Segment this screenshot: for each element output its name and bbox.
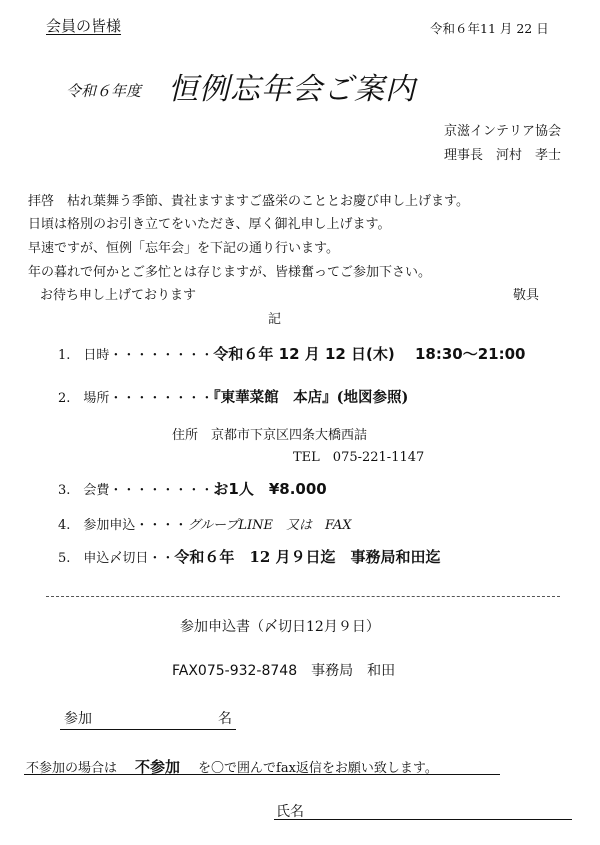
cut-line bbox=[46, 596, 560, 597]
item-value: 令和６年 12 月 12 日(木) 18:30〜21:00 bbox=[213, 345, 526, 363]
closing-keigu: 敬具 bbox=[513, 288, 540, 303]
absent-prefix: 不参加の場合は bbox=[26, 761, 118, 776]
item-label: 4. 参加申込・・・・ bbox=[58, 518, 188, 533]
item-label: 5. 申込〆切日・・ bbox=[58, 551, 175, 566]
sender-name: 理事長 河村 孝士 bbox=[444, 148, 562, 163]
item-label: 2. 場所・・・・・・・・ bbox=[58, 391, 214, 406]
page-title: 恒例忘年会ご案内 bbox=[168, 72, 416, 107]
addressee: 会員の皆様 bbox=[46, 17, 122, 35]
attend-label: 参加 bbox=[64, 711, 92, 727]
item-deadline bbox=[58, 546, 441, 567]
sender-org: 京滋インテリア協会 bbox=[444, 124, 562, 139]
letter-line: 拝啓 枯れ葉舞う季節、貴社ますますご盛栄のこととお慶び申し上げます。 bbox=[28, 194, 469, 209]
item-value: お1人 ¥8.000 bbox=[213, 480, 327, 498]
ki-mark: 記 bbox=[268, 312, 282, 327]
form-fax: FAX075-932-8748 事務局 和田 bbox=[172, 663, 396, 679]
place-tel: TEL 075-221-1147 bbox=[293, 450, 425, 465]
letter-line: 年の暮れで何かとご多忙とは存じますが、皆様奮ってご参加下さい。 bbox=[28, 265, 432, 280]
place-address: 住所 京都市下京区四条大橋西詰 bbox=[172, 428, 368, 443]
letter-line: 日頃は格別のお引き立てをいただき、厚く御礼申し上げます。 bbox=[28, 217, 391, 232]
letter-date: 令和６年11 月 22 日 bbox=[430, 21, 549, 36]
item-label: 1. 日時・・・・・・・・ bbox=[58, 348, 214, 363]
item-datetime bbox=[58, 343, 525, 364]
name-label: 氏名 bbox=[276, 804, 304, 820]
attend-underline bbox=[60, 729, 236, 730]
item-place bbox=[58, 386, 408, 407]
absent-suffix: を〇で囲んでfax返信をお願い致します。 bbox=[198, 761, 438, 776]
title-prefix: 令和６年度 bbox=[66, 82, 142, 100]
item-value: グループLINE 又は FAX bbox=[187, 518, 352, 533]
attend-name-unit: 名 bbox=[218, 711, 232, 727]
name-field[interactable] bbox=[274, 819, 572, 820]
item-fee bbox=[58, 478, 327, 499]
letter-line: お待ち申し上げております bbox=[40, 288, 197, 303]
item-label: 3. 会費・・・・・・・・ bbox=[58, 483, 214, 498]
item-value: 『東華菜館 本店』(地図参照) bbox=[213, 389, 409, 406]
absent-underline bbox=[24, 774, 500, 775]
item-value: 令和６年 12 月９日迄 事務局和田迄 bbox=[174, 548, 441, 566]
form-title: 参加申込書（〆切日12月９日） bbox=[180, 619, 380, 635]
letter-line: 早速ですが、恒例「忘年会」を下記の通り行います。 bbox=[28, 241, 339, 256]
item-apply bbox=[58, 514, 352, 533]
absent-choice[interactable]: 不参加 bbox=[135, 758, 181, 776]
